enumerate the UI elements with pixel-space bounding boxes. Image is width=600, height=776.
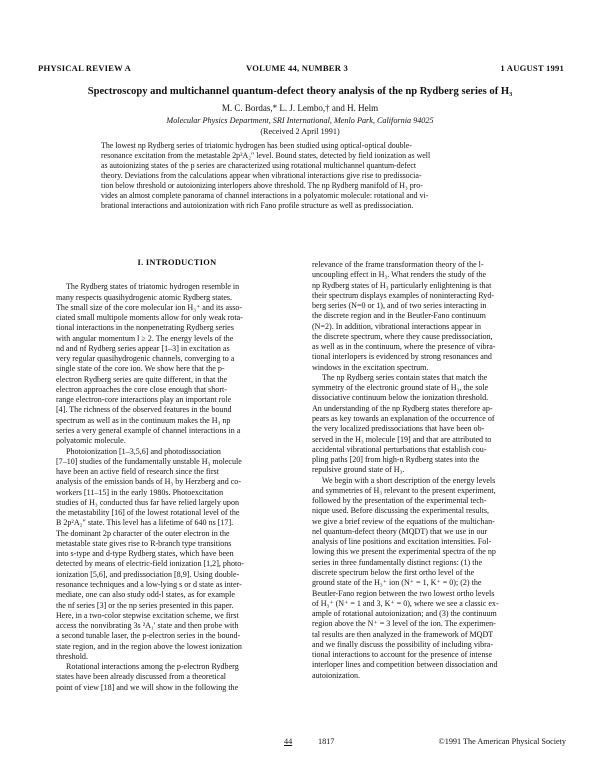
body-line: np Rydberg states of H₃ particularly enlightening is that xyxy=(312,280,492,290)
body-line: relevance of the frame transformation theory of the l- xyxy=(312,260,484,269)
body-line: autoionization. xyxy=(312,670,361,680)
body-line: repulsive ground state of H₃. xyxy=(312,465,405,475)
body-line: the nf series [3] or the np series presented in this paper. xyxy=(56,600,234,610)
body-line: mediate, one can also study odd-l states, as for example xyxy=(56,590,235,600)
body-line: of H₃⁺ (N⁺ = 1 and 3, K⁺ = 0), where we see a classic ex- xyxy=(312,598,499,608)
body-line: Here, in a two-color stepwise excitation scheme, we first xyxy=(56,610,239,620)
body-line: resonance techniques and a low-lying s or d state as inter- xyxy=(56,579,242,589)
body-line: ample of rotational autoionization; and (3) the continuum xyxy=(312,609,497,619)
body-line: we give a brief review of the equations of the multichan- xyxy=(312,516,495,526)
body-line: interloper lines and competition between dissociation and xyxy=(312,660,498,670)
body-line: the very localized predissociations that have been ob- xyxy=(312,424,485,434)
issue-date: 1 AUGUST 1991 xyxy=(500,63,564,73)
body-line: followed by the presentation of the experimental tech- xyxy=(312,496,487,506)
body-line: B 2p²A₂″ state. This level has a lifetime of 640 ns [17]. xyxy=(56,518,234,528)
right-column xyxy=(312,260,554,691)
body-line: analysis of line positions and excitation intensities. Fol- xyxy=(312,537,492,547)
body-line: point of view [18] and we will show in the following the xyxy=(56,682,239,692)
body-line: spectrum as well as in the continuum makes the H₃ np xyxy=(56,415,231,425)
body-line: discrete spectrum below the first ortho level of the xyxy=(312,567,475,577)
body-line: accidental vibrational perturbations that establish cou- xyxy=(312,444,487,454)
body-line: ionization [5,6], and predissociation [8,9]. Using double- xyxy=(56,569,240,579)
body-line: a second tunable laser, the p-electron series in the bound- xyxy=(56,631,241,641)
body-line: uncoupling effect in H₃. What renders the study of the xyxy=(312,270,487,280)
page-footer xyxy=(0,737,600,751)
body-line: Photoionization [1–3,5,6] and photodissociation xyxy=(66,446,221,456)
body-line: tional interactions to account for the presence of intense xyxy=(312,650,493,660)
body-line: and symmetries of H₃ relevant to the present experiment, xyxy=(312,485,496,495)
body-line: The small size of the core molecular ion H₃⁺ and its asso- xyxy=(56,302,243,312)
body-line: Rotational interactions among the p-electron Rydberg xyxy=(66,662,239,672)
body-line: The np Rydberg series contain states that match the xyxy=(322,372,488,382)
abstract-line: brational interactions and autoionization with rich Fano profile structure as well as predissociation. xyxy=(101,201,414,210)
body-line: (N=2). In addition, vibrational interactions appear in xyxy=(312,321,482,331)
body-line: as well as in the continuum, where the presence of vibra- xyxy=(312,342,496,352)
copyright: ©1991 The American Physical Society xyxy=(438,737,566,746)
body-line: [7–10] studies of the fundamentally unstable H₃ molecule xyxy=(56,456,242,466)
body-line: nique used. Before discussing the experimental results, xyxy=(312,506,489,516)
body-line: their spectrum displays examples of noninteracting Ryd- xyxy=(312,290,495,300)
abstract xyxy=(101,141,503,211)
body-line: single state of the core ion. We show here that the p- xyxy=(56,364,225,374)
affiliation: Molecular Physics Department, SRI International, Menlo Park, California 94025 xyxy=(166,116,434,125)
body-line: into s-type and d-type Rydberg states, which have been xyxy=(56,549,234,559)
body-line: studies of H₃ conducted thus far have relied largely upon xyxy=(56,497,239,507)
body-line: pling paths [20] from high-n Rydberg states into the xyxy=(312,455,480,465)
abstract-line: The lowest np Rydberg series of triatomic hydrogen has been studied using optical-optical double- xyxy=(101,141,412,150)
body-line: ciated small multipole moments allow for only weak rota- xyxy=(56,313,243,323)
body-line: The Rydberg states of triatomic hydrogen resemble in xyxy=(66,282,240,292)
body-line: pears as key towards an explanation of the occurrence of xyxy=(312,413,495,423)
received-date: (Received 2 April 1991) xyxy=(260,127,340,136)
body-line: electron Rydberg series are quite different, in that the xyxy=(56,374,228,384)
paper-title: Spectroscopy and multichannel quantum-defect theory analysis of the np Rydberg series of H₃ xyxy=(87,86,513,97)
page-number: 1817 xyxy=(318,737,335,746)
body-line: polyatomic molecule. xyxy=(56,436,126,446)
body-line: electron approaches the core close enough that short- xyxy=(56,384,227,394)
body-line: access the nonvibrating 3s ²A₁′ state and then probe with xyxy=(56,621,239,631)
body-line: Beutler-Fano region between the two lowest ortho levels xyxy=(312,588,495,598)
body-line: berg series (N=0 or 1), and of two series interacting in xyxy=(312,301,487,311)
abstract-line: as autoionizing states of the p series are characterized using rotational multichannel quantum-defect xyxy=(101,161,417,170)
abstract-line: theory. Deviations from the calculations appear when vibrational interactions give rise to predissocia- xyxy=(101,171,422,180)
body-line: series in three fundamentally distinct regions: (1) the xyxy=(312,557,483,567)
body-line: the discrete spectrum, where they cause predissociation, xyxy=(312,331,493,341)
body-line: the discrete region and in the Beutler-Fano continuum xyxy=(312,311,486,321)
body-line: series a very general example of channel interactions in a xyxy=(56,425,241,435)
body-line: region above the N⁺ = 3 level of the ion. The experimen- xyxy=(312,619,496,629)
body-line: nd and nf Rydberg series appear [1–3] in excitation as xyxy=(56,343,230,353)
body-line: have been an active field of research since the first xyxy=(56,467,219,477)
body-line: many respects quasihydrogenic atomic Rydberg states. xyxy=(56,292,233,302)
body-line: We begin with a short description of the energy levels xyxy=(322,475,496,485)
body-line: tal results are then analyzed in the framework of MQDT xyxy=(312,629,494,639)
body-line: analysis of the emission bands of H₃ by Herzberg and co- xyxy=(56,477,242,487)
body-line: threshold. xyxy=(56,651,88,661)
body-line: lowing this we present the experimental spectra of the np xyxy=(312,547,496,557)
abstract-line: vides an almost complete panorama of channel interactions in a polyatomic molecule: rotational and vi- xyxy=(101,191,429,200)
body-line: ground state of the H₃⁺ ion (N⁺ = 1, K⁺ = 0); (2) the xyxy=(312,578,482,588)
body-line: dissociative continuum below the ionization threshold. xyxy=(312,393,489,403)
body-line: workers [11–15] in the early 1980s. Photoexcitation xyxy=(56,487,224,497)
section-heading: I. INTRODUCTION xyxy=(137,258,217,267)
volume-number: VOLUME 44, NUMBER 3 xyxy=(246,63,348,73)
body-line: nel quantum-defect theory (MQDT) that we use in our xyxy=(312,526,488,536)
body-line: tional interactions in the nonpenetrating Rydberg series xyxy=(56,323,234,333)
body-line: An understanding of the np Rydberg states therefore ap- xyxy=(312,403,493,413)
body-line: [4]. The richness of the observed features in the bound xyxy=(56,405,232,415)
body-line: state region, and in the region above the lowest ionization xyxy=(56,641,242,651)
body-line: The dominant 2p character of the outer electron in the xyxy=(56,528,230,538)
body-line: states have been already discussed from a theoretical xyxy=(56,672,227,682)
body-line: detected by means of electric-field ionization [1,2], photo- xyxy=(56,559,244,569)
body-line: the metastability [16] of the lowest rotational level of the xyxy=(56,508,240,518)
abstract-line: resonance excitation from the metastable 2p²A₂″ level. Bound states, detected by field ionization as well xyxy=(101,151,431,160)
volume-page-label: 44 xyxy=(284,737,293,746)
body-line: served in the H₃ molecule [19] and that are attributed to xyxy=(312,434,492,444)
left-column xyxy=(56,258,298,693)
body-line: very regular quasihydrogenic channels, converging to a xyxy=(56,354,235,364)
body-line: tional interlopers is evidenced by strong resonances and xyxy=(312,352,492,362)
body-line: metastable state gives rise to R-branch type transitions xyxy=(56,538,232,548)
body-line: and we finally discuss the possibility of including vibra- xyxy=(312,639,494,649)
body-line: range electron-core interactions play an important role xyxy=(56,395,232,405)
abstract-line: tion below threshold or autoionizing interlopers above threshold. The np Rydberg manifold of H₃ pro- xyxy=(101,181,423,190)
running-header xyxy=(38,63,564,75)
body-line xyxy=(312,681,554,691)
body-line: symmetry of the electronic ground state of H₃, the sole xyxy=(312,383,489,393)
journal-name: PHYSICAL REVIEW A xyxy=(38,63,132,73)
body-line: with angular momentum l ≥ 2. The energy levels of the xyxy=(56,333,234,343)
body-line: windows in the excitation spectrum. xyxy=(312,362,429,372)
author-list: M. C. Bordas,* L. J. Lembo,† and H. Helm xyxy=(221,103,379,113)
